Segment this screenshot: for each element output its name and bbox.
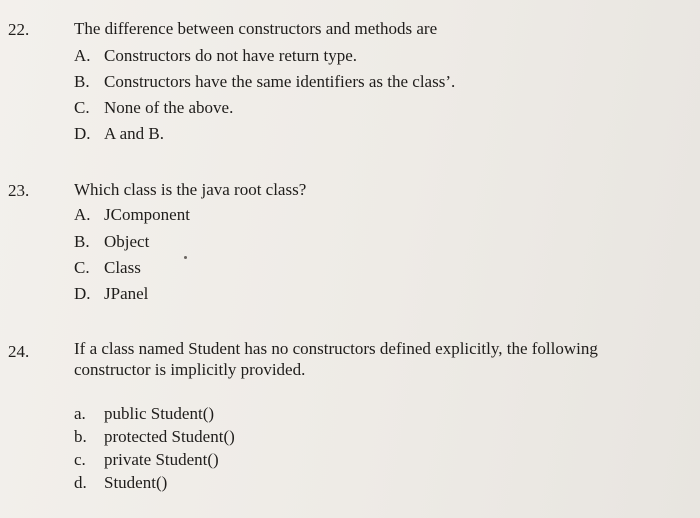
option-letter: c. <box>74 450 86 469</box>
option-letter: A. <box>74 46 91 65</box>
question-23-option-c <box>74 258 141 278</box>
option-text: Object <box>104 232 150 251</box>
option-text: protected Student() <box>104 427 235 446</box>
option-letter: A. <box>74 205 91 224</box>
question-22-option-c <box>74 98 233 118</box>
option-letter: C. <box>74 98 90 117</box>
option-letter: a. <box>74 404 86 423</box>
option-text: A and B. <box>104 124 164 143</box>
question-22-text: The difference between constructors and methods are <box>74 19 438 38</box>
question-24-option-c <box>74 450 219 470</box>
question-23-option-d <box>74 284 148 304</box>
option-letter: B. <box>74 232 90 251</box>
option-letter: B. <box>74 72 90 91</box>
option-letter: b. <box>74 427 87 446</box>
option-text: JComponent <box>104 205 190 224</box>
question-23-option-a <box>74 205 190 225</box>
option-text: public Student() <box>104 404 215 423</box>
question-22-option-d <box>74 124 164 144</box>
question-24-text-line2: constructor is implicitly provided. <box>74 360 306 379</box>
option-text: private Student() <box>104 450 219 469</box>
option-letter: D. <box>74 284 91 303</box>
question-22-number: 22. <box>8 20 30 39</box>
question-23-number: 23. <box>8 181 30 200</box>
option-letter: d. <box>74 473 87 492</box>
question-24-number: 24. <box>8 342 30 361</box>
question-24-option-b <box>74 427 235 447</box>
option-text: Constructors have the same identifiers as the class’. <box>104 72 456 91</box>
option-text: Class <box>104 258 141 277</box>
option-letter: C. <box>74 258 90 277</box>
option-text: JPanel <box>104 284 149 303</box>
question-24-option-d <box>74 473 167 493</box>
question-22-option-a <box>74 46 357 66</box>
question-24-text-line1: If a class named Student has no constructors defined explicitly, the following <box>74 339 598 358</box>
option-letter: D. <box>74 124 91 143</box>
option-text: None of the above. <box>104 98 234 117</box>
option-text: Constructors do not have return type. <box>104 46 358 65</box>
stray-mark <box>184 256 187 259</box>
question-24-text <box>74 338 598 380</box>
question-23-option-b <box>74 232 149 252</box>
question-22-option-b <box>74 72 455 92</box>
question-23-text: Which class is the java root class? <box>74 180 307 199</box>
question-24-option-a <box>74 404 214 424</box>
option-text: Student() <box>104 473 168 492</box>
